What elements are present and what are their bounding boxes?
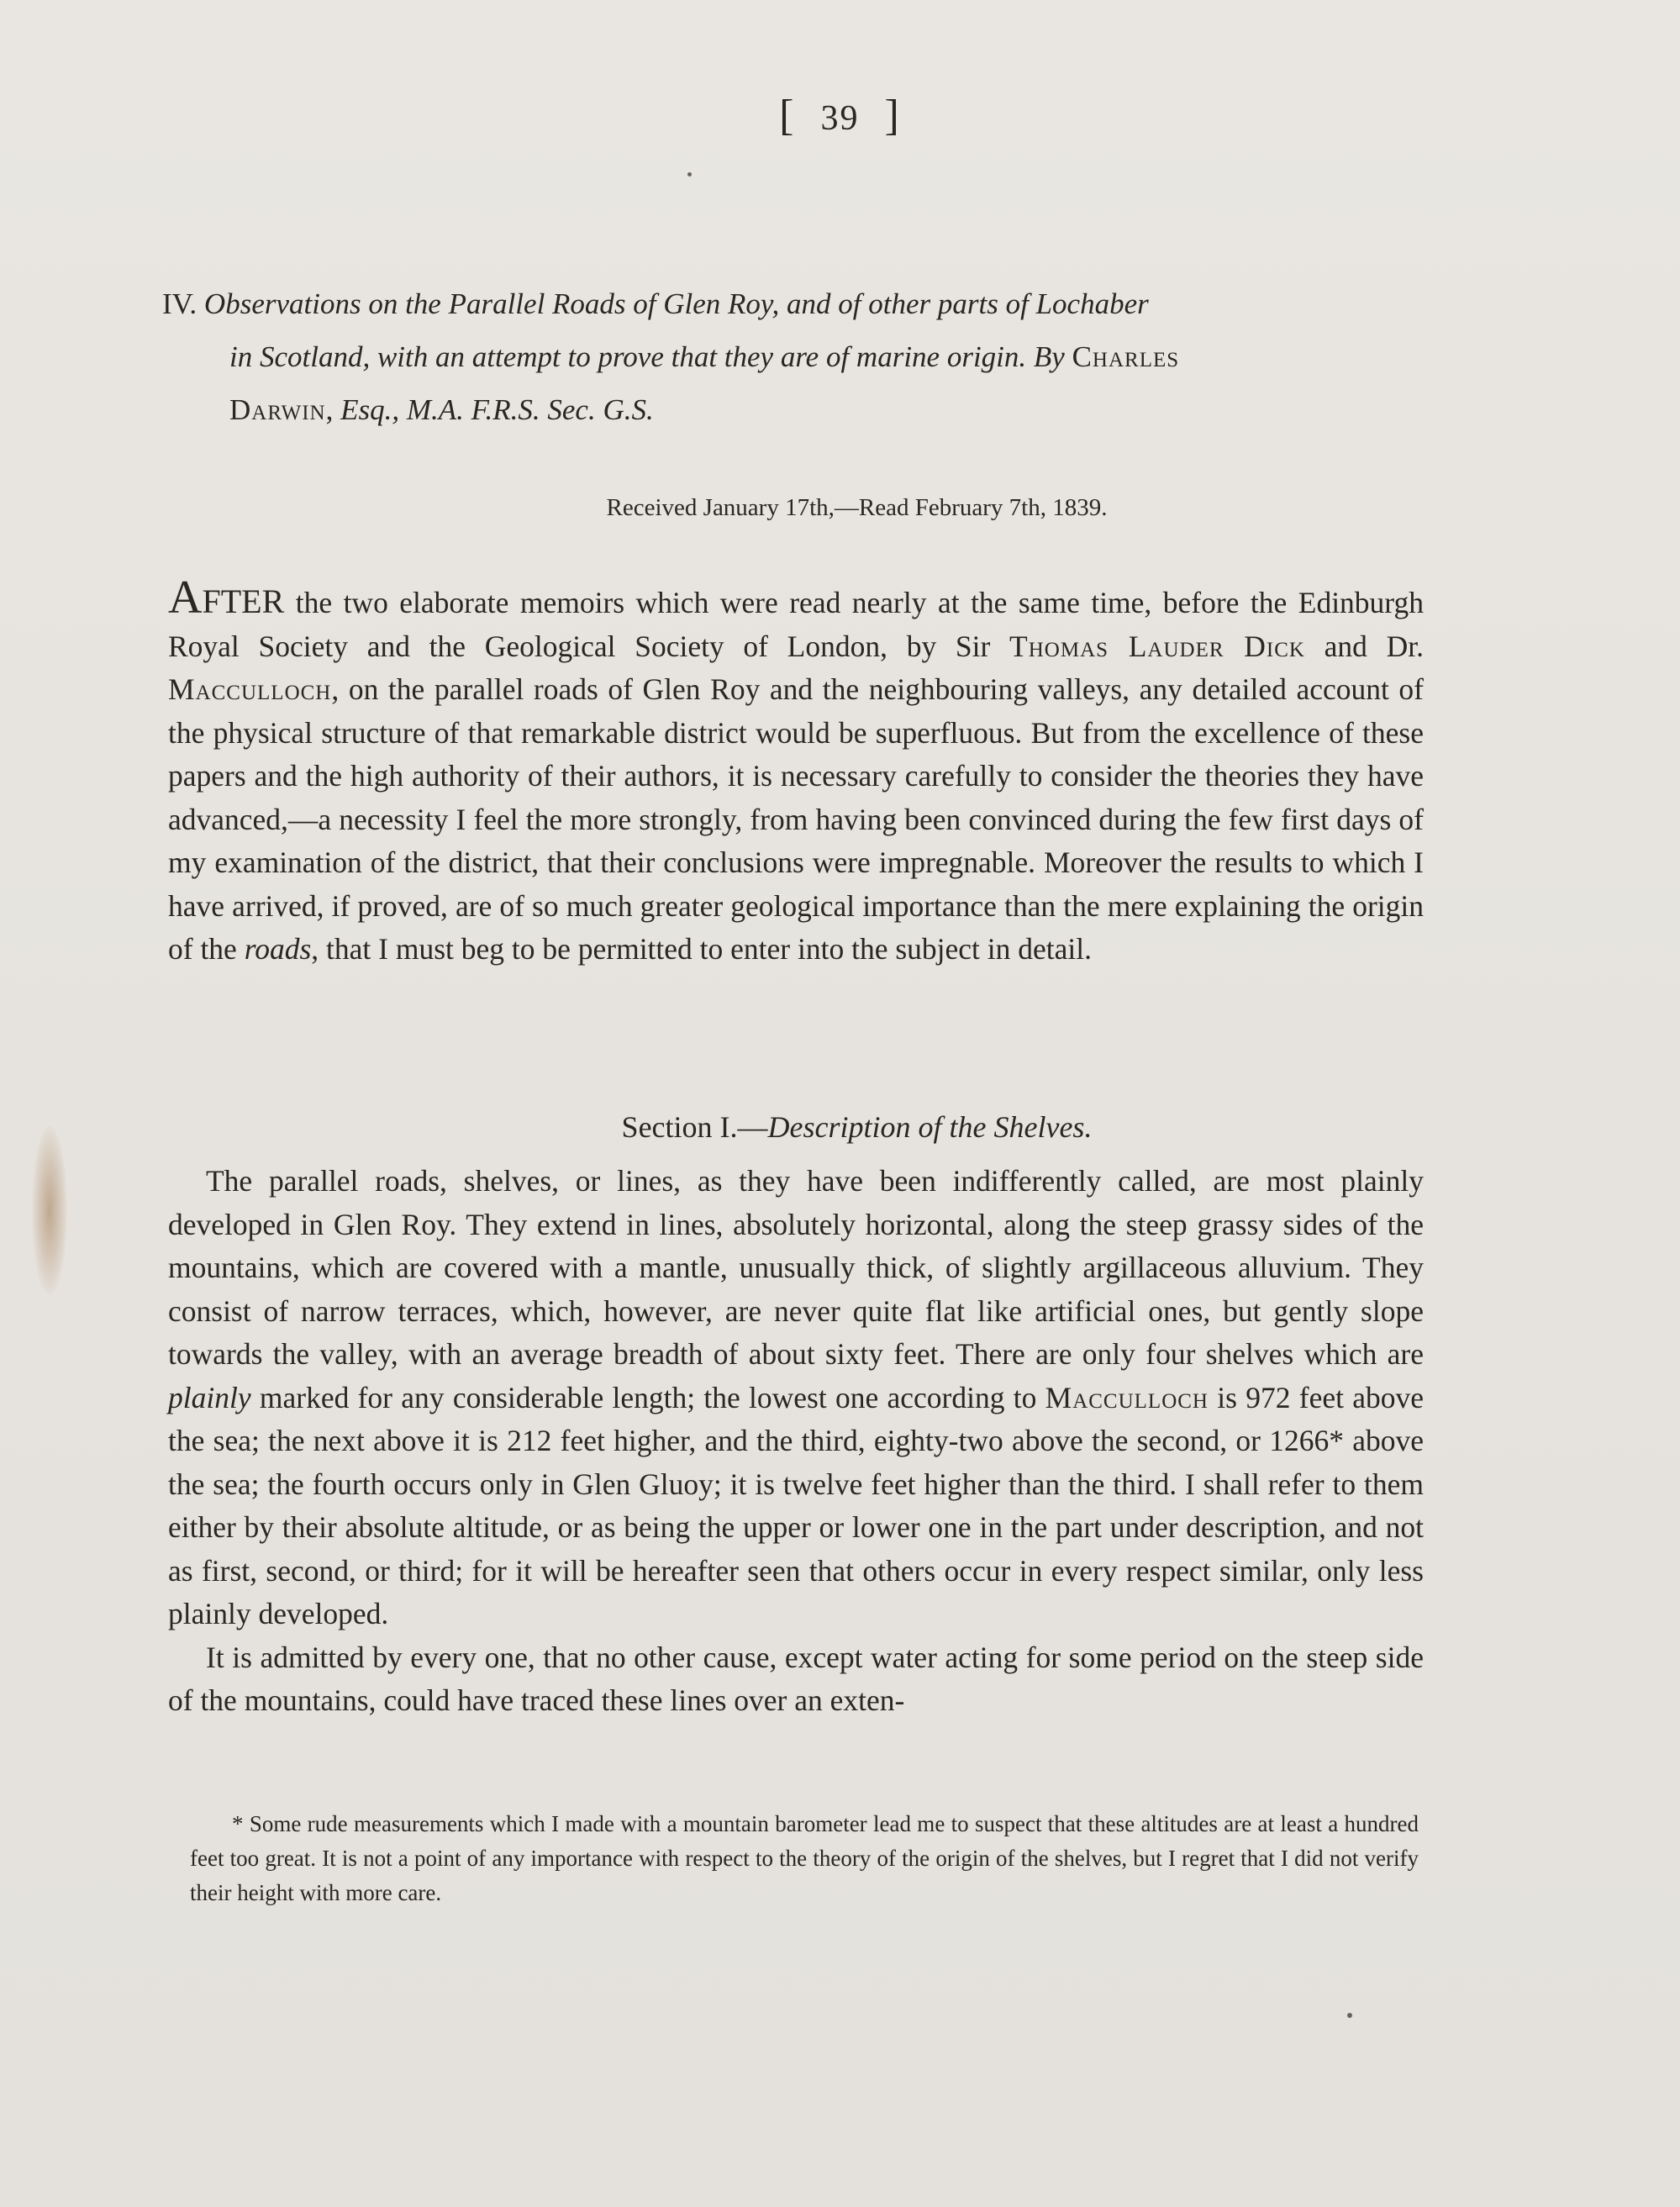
intro-text-1: the two elaborate memoirs which were read nearly at the same time, before the Edinburgh Royal Society and the Geological Society of London, by Sir [168,586,1424,663]
title-line-2: in Scotland, with an attempt to prove that they are of marine origin. [229,340,1027,373]
name-lauder-dick: Thomas Lauder Dick [1009,629,1305,663]
received-date-line: Received January 17th,—Read February 7th, 1839. [606,494,1108,521]
intro-paragraph [168,572,1424,972]
title-line-1: Observations on the Parallel Roads of Glen Roy, and of other parts of Lochaber [203,287,1149,320]
drop-cap: A [168,572,203,624]
author-last-name: Darwin [229,393,326,426]
speck [687,172,692,176]
name-macculloch: Macculloch [168,672,332,706]
opening-word: FTER [202,582,285,620]
page-stain [32,1126,67,1294]
para1-text-b: marked for any considerable length; the lowest one according to [250,1380,1045,1414]
speck [1347,2013,1352,2018]
para1-text-c: is 972 feet above the sea; the next above it is 212 feet higher, and the third, eighty-two above the second, or 1266* above the sea; the fourth occurs only in Glen Gluoy; it is twelve feet higher than the third. I shall refer to them either by their absolute altitude, or as being the upper or lower one in the part under description, and not as first, second, or third; for it will be hereafter seen that others occur in every respect similar, only less plainly developed. [168,1380,1425,1630]
intro-text-3: , on the parallel roads of Glen Roy and the neighbouring valleys, any detailed account of the physical structure of that remarkable district would be superfluous. But from the excellence of these papers and the high authority of their authors, it is necessary carefully to consider the theories they have advanced,—a necessity I feel the more strongly, from having been convinced during the few first days of my examination of the district, that their conclusions were impregnable. Moreover the results to which I have arrived, if proved, are of so much greater geological importance than the mere explaining the origin of the [168,672,1424,966]
author-first-name: Charles [1072,340,1180,373]
para1-text-a: The parallel roads, shelves, or lines, as they have been indifferently called, are most plainly developed in Glen Roy. They extend in lines, absolutely horizontal, along the steep grassy sides of the mountains, which are covered with a mantle, unusually thick, of slightly argillaceous alluvium. They consist of narrow terraces, which, however, are never quite flat like artificial ones, but gently slope towards the valley, with an average breadth of about sixty feet. There are only four shelves which are [168,1164,1424,1371]
folio-close-bracket: ] [884,92,901,140]
folio-open-bracket: [ [779,92,796,140]
intro-text-4: , that I must beg to be permitted to enter into the subject in detail. [311,932,1092,966]
intro-italic-roads: roads [244,932,312,966]
section-title: Description of the Shelves. [767,1110,1093,1144]
folio-number: 39 [820,99,860,138]
by-label: By [1033,340,1065,373]
para1-name-macculloch: Macculloch [1045,1380,1209,1414]
author-credentials: Esq., M.A. F.R.S. Sec. G.S. [340,393,654,426]
footnote: * Some rude measurements which I made with a mountain barometer lead me to suspect that these altitudes are at least a hundred feet too great. It is not a point of any importance with respect to the theory of the origin of the shelves, but I regret that I did not verify their height with more care. [190,1811,1419,1905]
section-1-body [168,1160,1424,1723]
page-number [0,91,1680,140]
section-heading [0,1109,1680,1145]
article-title: IV. Observations on the Parallel Roads of Glen Roy, and of other parts of Lochaber in Scotland, with an attempt to prove that they are of marine origin. By Charles Darwin, Esq., M.A. F.R.S. Sec. G.S. [162,287,1180,426]
intro-text-2: and Dr. [1304,629,1424,663]
para1-italic-plainly: plainly [168,1380,251,1414]
article-numeral: IV. [162,287,197,320]
section-1-paragraph-1 [168,1160,1424,1636]
section-label: Section I.— [621,1110,768,1144]
section-1-paragraph-2: It is admitted by every one, that no other cause, except water acting for some period on the steep side of the mountains, could have traced these lines over an exten- [168,1640,1424,1717]
